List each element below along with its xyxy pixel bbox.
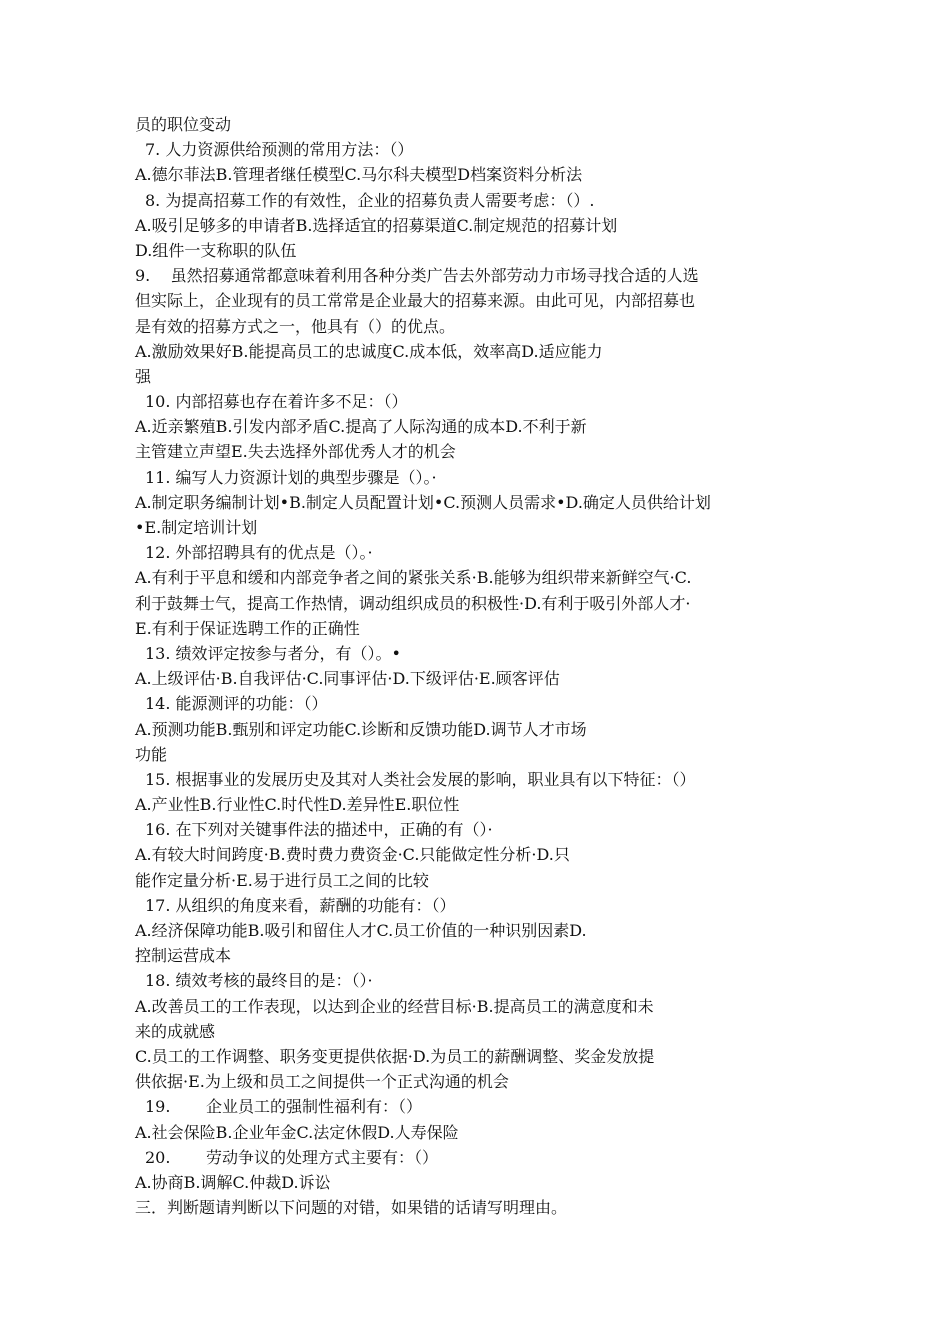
options-line: E.有利于保证选聘工作的正确性 [135,618,360,638]
question-line: 20. 劳动争议的处理方式主要有：（） [145,1147,439,1167]
options-line: A.有利于平息和缓和内部竞争者之间的紧张关系·B.能够为组织带来新鲜空气·C. [135,568,692,588]
question-line: 14. 能源测评的功能：（） [145,694,328,714]
options-line: 利于鼓舞士气，提高工作热情，调动组织成员的积极性·D.有利于吸引外部人才· [135,593,691,613]
question-line: 16. 在下列对关键事件法的描述中，正确的有（）· [145,820,493,840]
question-line: 11. 编写人力资源计划的典型步骤是（）。· [145,467,437,487]
options-line: A.有较大时间跨度·B.费时费力费资金·C.只能做定性分析·D.只 [135,845,570,865]
options-line: 能作定量分析·E.易于进行员工之间的比较 [135,870,429,890]
options-line: A.吸引足够多的申请者B.选择适宜的招募渠道C.制定规范的招募计划 [135,215,618,235]
options-line: A.预测功能B.甄别和评定功能C.诊断和反馈功能D.调节人才市场 [135,719,587,739]
text-line: 是有效的招募方式之一，他具有（）的优点。 [135,316,456,336]
options-line: 控制运营成本 [135,946,232,966]
question-line: 8. 为提高招募工作的有效性，企业的招募负责人需要考虑：（）. [145,190,595,210]
options-line: 强 [135,366,152,386]
options-line: A.协商B.调解C.仲裁D.诉讼 [135,1172,331,1192]
options-line: A.制定职务编制计划•B.制定人员配置计划•C.预测人员需求•D.确定人员供给计划 [135,492,711,512]
question-line: 12. 外部招聘具有的优点是（）。· [145,543,373,563]
options-line: 主管建立声望E.失去选择外部优秀人才的机会 [135,442,456,462]
question-line: 17. 从组织的角度来看，薪酬的功能有：（） [145,895,456,915]
options-line: A.经济保障功能B.吸引和留住人才C.员工价值的一种识别因素D. [135,921,587,940]
options-line: A.德尔菲法B.管理者继任模型C.马尔科夫模型D档案资料分析法 [135,165,583,185]
options-line: 功能 [135,744,168,764]
question-line: 10. 内部招募也存在着许多不足：（） [145,392,408,412]
options-line: A.改善员工的工作表现，以达到企业的经营目标·B.提高员工的满意度和未 [135,996,654,1016]
text-line: 但实际上，企业现有的员工常常是企业最大的招募来源。由此可见，内部招募也 [135,291,696,311]
options-line: 供依据·E.为上级和员工之间提供一个正式沟通的机会 [135,1072,509,1092]
options-line: A.近亲繁殖B.引发内部矛盾C.提高了人际沟通的成本D.不利于新 [135,417,587,437]
question-line: 19. 企业员工的强制性福利有：（） [145,1097,423,1117]
options-line: 来的成就感 [135,1021,216,1041]
options-line: D.组件一支称职的队伍 [135,240,297,260]
question-line: 7. 人力资源供给预测的常用方法：（） [145,140,414,160]
question-line: 9. 虽然招募通常都意味着利用各种分类广告去外部劳动力市场寻找合适的人选 [135,266,699,286]
question-line: 15. 根据事业的发展历史及其对人类社会发展的影响，职业具有以下特征：（） [145,769,696,789]
question-line: 18. 绩效考核的最终目的是：（）· [145,971,373,991]
options-line: •E.制定培训计划 [135,518,258,537]
text-line: 员的职位变动 [135,115,232,134]
options-line: A.上级评估·B.自我评估·C.同事评估·D.下级评估·E.顾客评估 [135,669,560,689]
document-body [135,112,825,1220]
question-line: 13. 绩效评定按参与者分，有（）。• [145,643,401,663]
section-heading: 三．判断题请判断以下问题的对错，如果错的话请写明理由。 [135,1198,568,1218]
options-line: C.员工的工作调整、职务变更提供依据·D.为员工的薪酬调整、奖金发放提 [135,1046,655,1066]
options-line: A.产业性B.行业性C.时代性D.差异性E.职位性 [135,795,460,815]
options-line: A.激励效果好B.能提高员工的忠诚度C.成本低，效率高D.适应能力 [135,341,603,361]
options-line: A.社会保险B.企业年金C.法定休假D.人寿保险 [135,1122,459,1142]
